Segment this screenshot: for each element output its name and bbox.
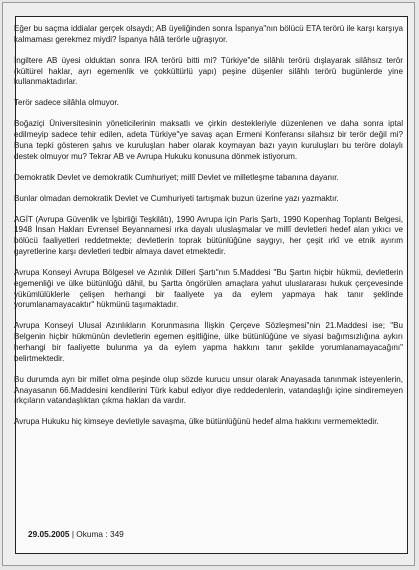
article-body — [14, 24, 403, 438]
read-count: Okuma : 349 — [76, 529, 124, 539]
paragraph: İngiltere AB üyesi olduktan sonra IRA terörü bitti mi? Türkiye"de silâhlı terörü dışlayarak silâhsız terör (kültürel haklar, ayrı egemenlik ve çokkültürlü yapı) peşine düşenler silâhlı terörü bugünlerde yine kullanmaktadırlar. — [14, 55, 403, 87]
paragraph: Avrupa Konseyi Ulusal Azınlıkların Korunmasına İlişkin Çerçeve Sözleşmesi"nin 21.Maddesi ise; "Bu Belgenin hiçbir hükmünün devletlerin egemen eşitliğine, ülke bütünlüğüne ve siyasi bağımsızlığına aykırı herhangi bir faaliyette bulunma ya da eylem yapma hakkını tanır şekilde yorumlanamayacağını" belirtmektedir. — [14, 321, 403, 363]
article-footer — [28, 529, 124, 539]
paragraph: AGİT (Avrupa Güvenlik ve İşbirliği Teşkilâtı), 1990 Avrupa için Paris Şartı, 1990 Kopenhag Toplantı Belgesi, 1948 İnsan Hakları Evrensel Beyannamesi ırka dayalı uluslaşmalar ve millî devletleri hedef alan yıkıcı ve bölücü faaliyetleri reddetmekte; devletlerin toprak bütünlüğüne saygıyı, her çeşit ırkî ve etnik ayırım gayretlerine karşı devletleri tedbir almaya davet etmektedir. — [14, 214, 403, 257]
paragraph: Bunlar olmadan demokratik Devlet ve Cumhuriyeti tartışmak buzun üzerine yazı yazmaktır. — [14, 193, 339, 203]
footer-separator: | — [69, 529, 77, 539]
paragraph: Terör sadece silâhla olmuyor. — [14, 98, 119, 108]
paragraph: Avrupa Hukuku hiç kimseye devletiyle savaşma, ülke bütünlüğünü hedef alma hakkını vermemektedir. — [14, 417, 379, 427]
paragraph: Eğer bu saçma iddialar gerçek olsaydı; AB üyeliğinden sonra İspanya"nın bölücü ETA terörü ile karşı karşıya kalmaması gerekmez miydi? İspanya hâlâ terörle uğraşıyor. — [14, 24, 403, 44]
publish-date: 29.05.2005 — [28, 529, 70, 539]
paragraph: Demokratik Devlet ve demokratik Cumhuriyet; millî Devlet ve milletleşme tabanına dayanır. — [14, 172, 339, 182]
paragraph: Boğaziçi Üniversitesinin yöneticilerinin maksatlı ve çirkin destekleriyle düzenlenen ve daha sonra iptal edilmeyip sadece tehir edilen, adeta Türkiye"ye savaş açan Ermeni Konferansı silahsız bir terör değil mi? Buna tepki gösteren şahıs ve kuruluşları haber olarak koymayan bazı yayın kuruluşları bu teröre dolaylı destek olmuyor mu? Tekrar AB ve Avrupa Hukuku konusuna dönmek istiyorum. — [14, 119, 403, 161]
paragraph: Bu durumda ayrı bir millet olma peşinde olup sözde kurucu unsur olarak Anayasada tanınmak isteyenlerin, Anayasanın 66.Maddesini kendilerini Türk kabul ediyor diye reddedenlerin, vatandaşlığı içine sindiremeyen ırkçıların vatandaşlıktan çıkma hakları da vardır. — [14, 374, 403, 406]
paragraph: Avrupa Konseyi Avrupa Bölgesel ve Azınlık Dilleri Şartı"nın 5.Maddesi "Bu Şartın hiçbir hükmü, devletlerin egemenliği ve ülke bütünlüğü dâhil, bu Şartta öngörülen amaçlara yahut uluslararası hukuk çerçevesinde yükümlülüklerle çelişen herhangi bir faaliyete ya da eylem yapmaya hak tanır şeklinde yorumlanamayacaktır" hükmünü taşımaktadır. — [14, 268, 403, 310]
